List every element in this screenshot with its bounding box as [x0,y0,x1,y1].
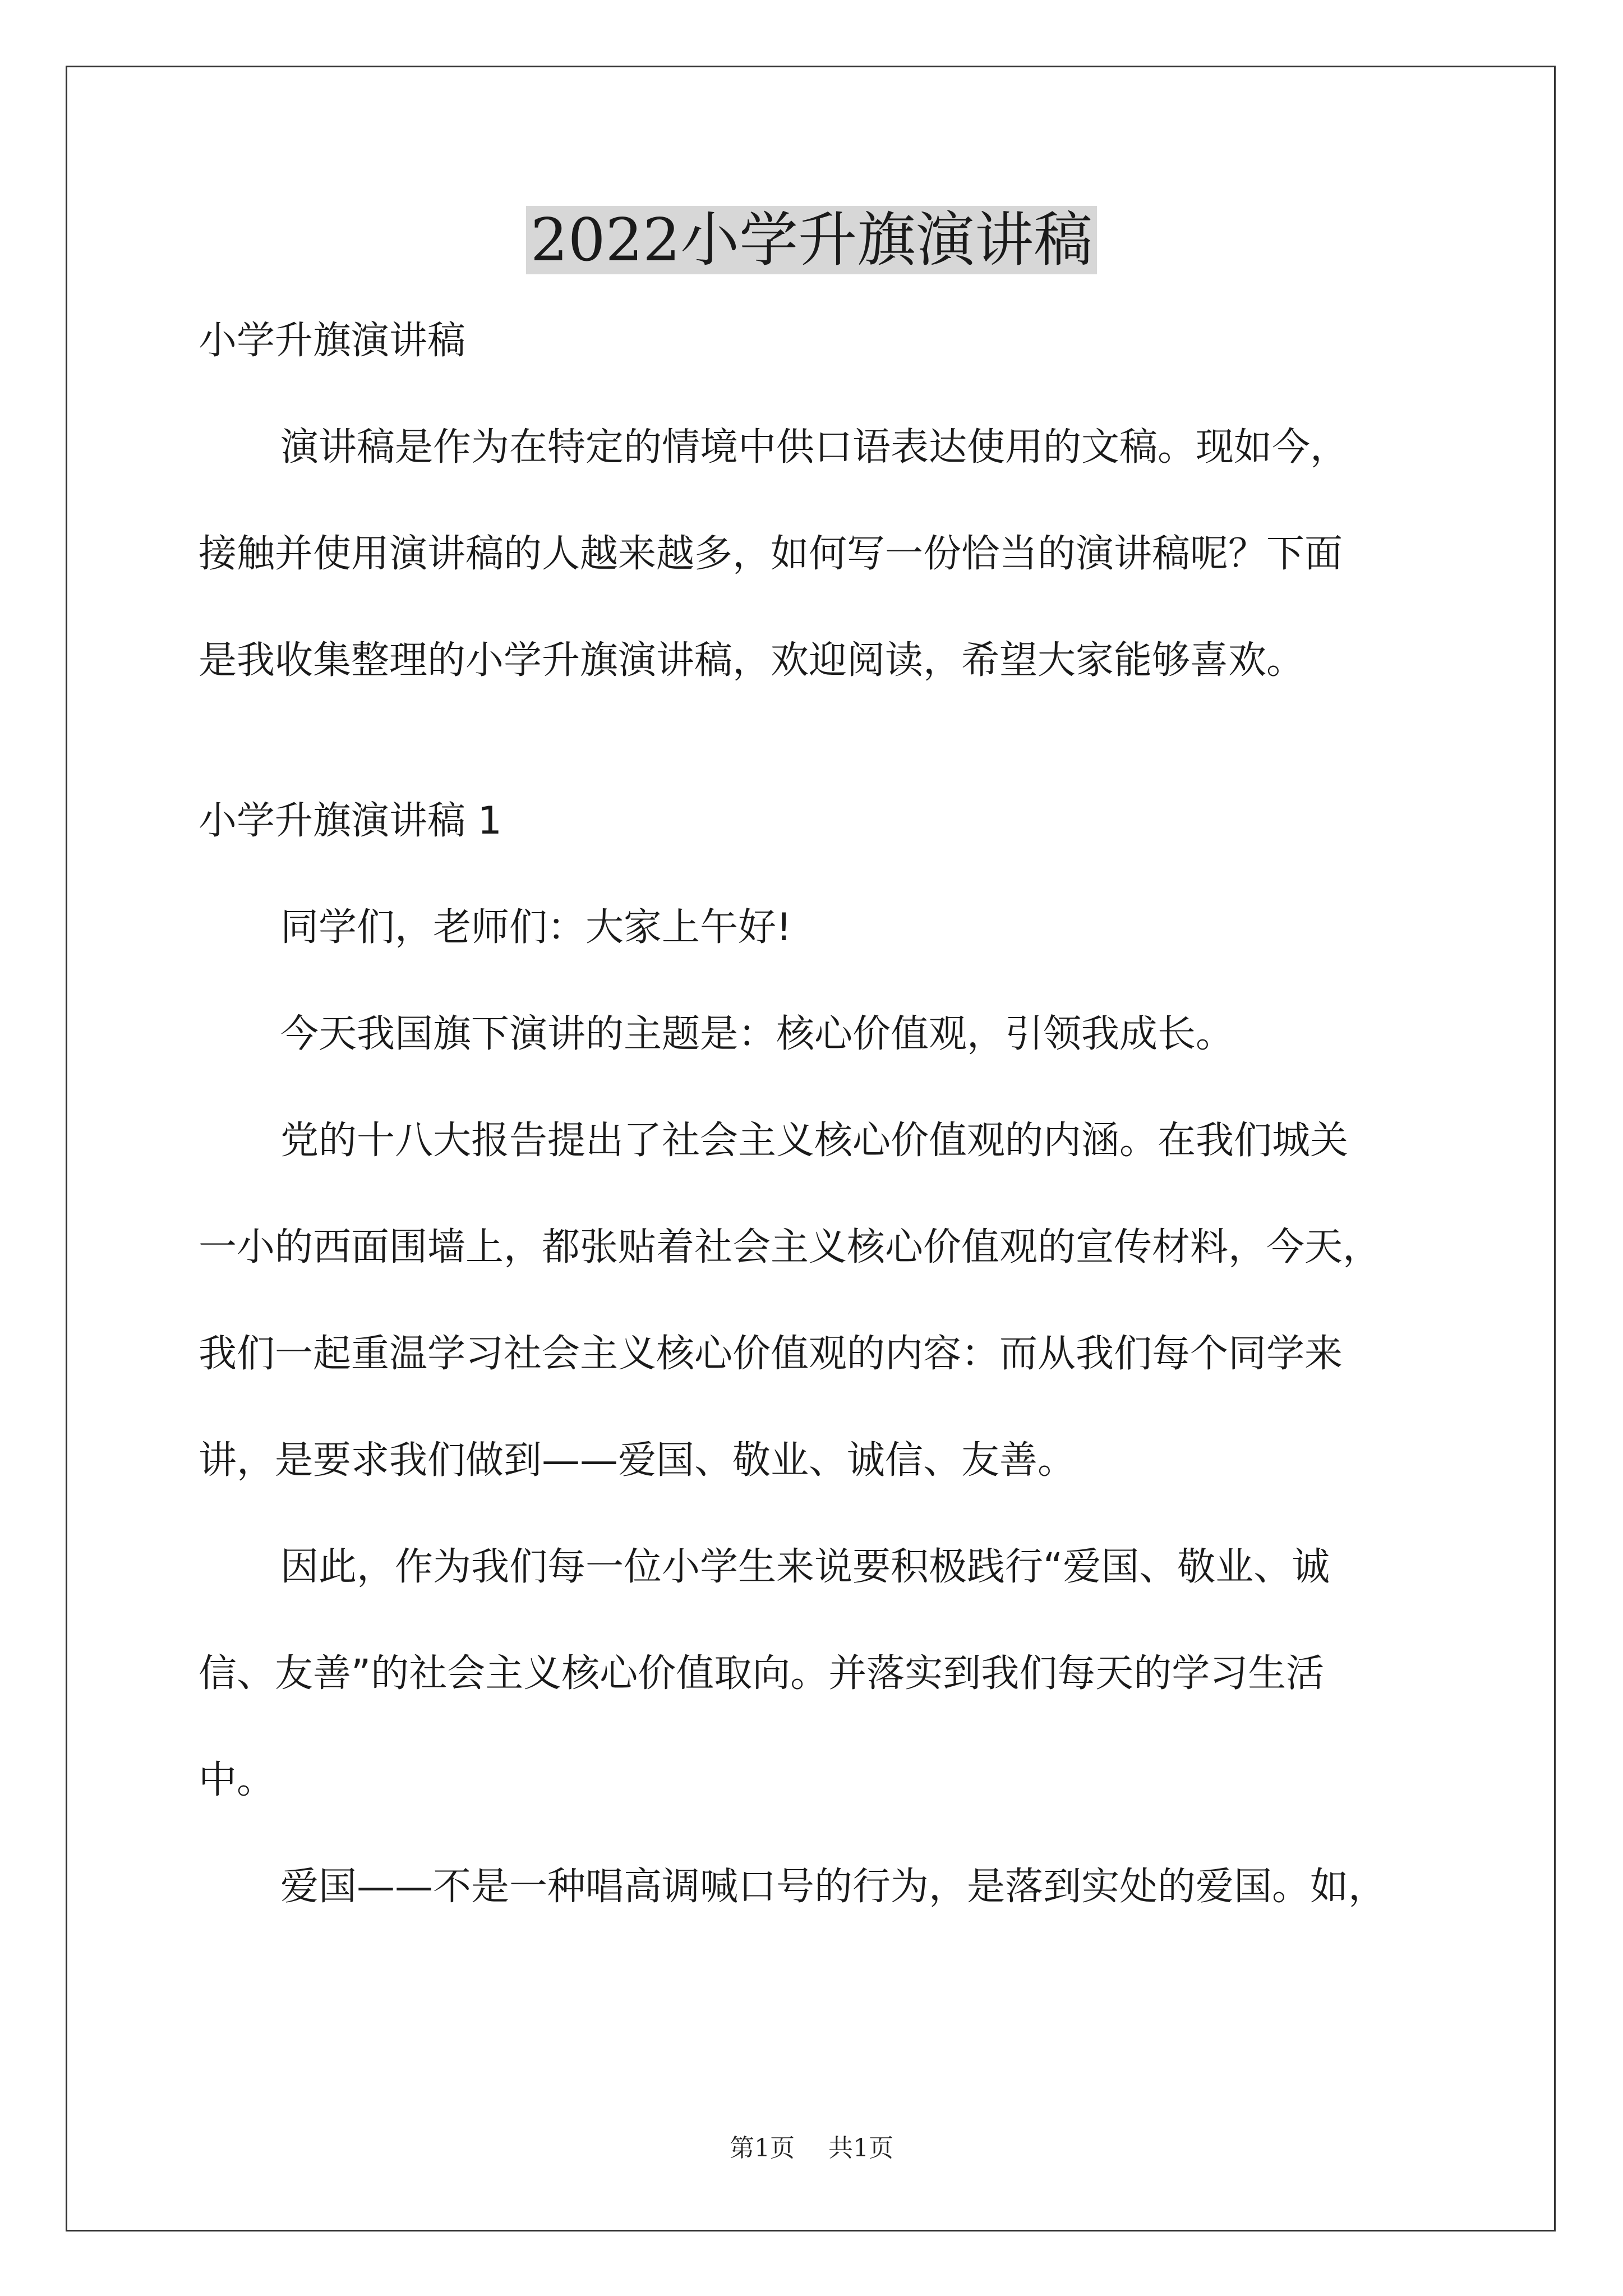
document-title-text: 2022小学升旗演讲稿 [526,206,1097,274]
paragraph-3-line-2: 一小的西面围墙上，都张贴着社会主义核心价值观的宣传材料，今天， [199,1225,1381,1269]
intro-line-3: 是我收集整理的小学升旗演讲稿，欢迎阅读，希望大家能够喜欢。 [199,638,1305,683]
intro-line-1: 演讲稿是作为在特定的情境中供口语表达使用的文稿。现如今， [280,425,1349,470]
greeting-paragraph: 同学们，老师们：大家上午好! [280,905,792,950]
document-title [0,201,1623,279]
document-body [199,314,1427,1914]
paragraph-4-line-3: 中。 [199,1758,275,1802]
paragraph-3-line-3: 我们一起重温学习社会主义核心价值观的内容：而从我们每个同学来 [199,1332,1343,1376]
section-heading: 小学升旗演讲稿 1 [199,799,502,843]
page-number: 第1页 [730,2134,795,2162]
paragraph-4-line-1: 因此，作为我们每一位小学生来说要积极践行“爱国、敬业、诚 [280,1545,1330,1589]
paragraph-3-line-1: 党的十八大报告提出了社会主义核心价值观的内涵。在我们城关 [280,1119,1349,1163]
page-total: 共1页 [828,2134,893,2162]
subtitle: 小学升旗演讲稿 [199,319,466,363]
intro-line-2: 接触并使用演讲稿的人越来越多，如何写一份恰当的演讲稿呢？下面 [199,532,1343,576]
paragraph-3-line-4: 讲，是要求我们做到——爱国、敬业、诚信、友善。 [199,1438,1076,1483]
paragraph-5-line-1: 爱国——不是一种唱高调喊口号的行为，是落到实处的爱国。如， [280,1865,1387,1909]
paragraph-4-line-2: 信、友善”的社会主义核心价值取向。并落实到我们每天的学习生活 [199,1651,1325,1696]
theme-paragraph: 今天我国旗下演讲的主题是：核心价值观，引领我成长。 [280,1012,1234,1056]
page-footer [0,2132,1623,2165]
